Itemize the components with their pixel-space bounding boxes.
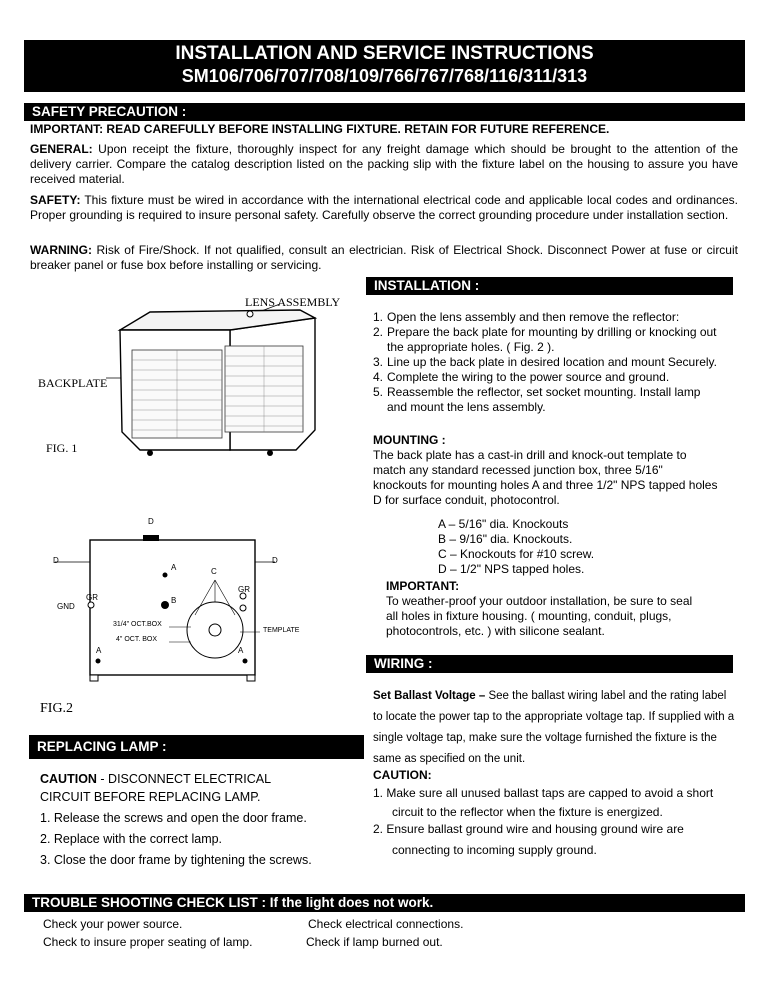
knockout-legend	[438, 517, 594, 577]
warning-paragraph	[30, 243, 738, 273]
troubleshooting-item: Check if lamp burned out.	[306, 935, 443, 949]
wiring-caution-heading: CAUTION:	[373, 768, 432, 782]
wiring-caution-line: circuit to the reflector when the fixture is energized.	[392, 805, 663, 819]
general-paragraph	[30, 142, 738, 187]
label-gr-left: GR	[86, 593, 98, 602]
replacing-step: 2. Replace with the correct lamp.	[40, 832, 223, 846]
installation-step: 5. Reassemble the reflector, set socket mounting. Install lamp and mount the lens assembly.	[373, 385, 701, 414]
safety-text: This fixture must be wired in accordance with the international electrical code and applicable local codes and ordinances. Proper grounding is required to insure personal safety. Carefully observe the correct grounding procedure under installation section.	[30, 193, 739, 222]
wiring-caution-line: 1. Make sure all unused ballast taps are capped to avoid a short	[373, 786, 714, 800]
wiring-caution-line: 2. Ensure ballast ground wire and housing ground wire are	[373, 822, 684, 836]
installation-heading: INSTALLATION :	[366, 277, 733, 295]
mounting-text: The back plate has a cast-in drill and knock-out template to match any standard recessed junction box, three 5/16" knockouts for mounting holes A and three 1/2" NPS tapped holes D for surface conduit, photocontrol.	[373, 448, 718, 507]
fig2-caption: FIG.2	[40, 701, 74, 716]
general-label: GENERAL:	[30, 142, 93, 156]
troubleshooting-item: Check to insure proper seating of lamp.	[43, 935, 253, 949]
lens-assembly-label: LENS ASSEMBLY	[245, 295, 341, 309]
knockout-item: C – Knockouts for #10 screw.	[438, 547, 595, 561]
general-text: Upon receipt the fixture, thoroughly inspect for any freight damage which should be brought to the attention of the delivery carrier. Compare the catalog description listed on the packing slip with the fixture label on the housing to assure you have received material.	[30, 142, 738, 186]
warning-text: Risk of Fire/Shock. If not qualified, consult an electrician. Risk of Electrical Shock. Disconnect Power at fuse or circuit breaker panel or fuse box before installing or servicing.	[30, 243, 738, 272]
knockout-item: A – 5/16" dia. Knockouts	[438, 517, 569, 531]
installation-step: 3. Line up the back plate in desired location and mount Securely.	[373, 355, 717, 369]
replacing-lamp-body	[40, 770, 360, 869]
troubleshooting-item: Check your power source.	[43, 917, 183, 931]
installation-step: 4. Complete the wiring to the power source and ground.	[373, 370, 670, 384]
label-c: C	[211, 567, 217, 576]
important-text: To weather-proof your outdoor installation, be sure to seal all holes in fixture housing. ( mounting, conduit, plugs, photocontrols, etc. ) with silicone sealant.	[386, 594, 693, 638]
label-gr-right: GR	[238, 585, 250, 594]
fig1-caption: FIG. 1	[46, 441, 78, 455]
label-d-right: D	[272, 556, 278, 565]
replacing-step: 3. Close the door frame by tightening the screws.	[40, 853, 312, 867]
knockout-item: B – 9/16" dia. Knockouts.	[438, 532, 573, 546]
label-a-bottom-left: A	[96, 646, 102, 655]
safety-label: SAFETY:	[30, 193, 81, 207]
troubleshooting-heading: TROUBLE SHOOTING CHECK LIST : If the light does not work.	[24, 894, 745, 912]
label-a-top: A	[171, 563, 177, 572]
installation-step: 2. Prepare the back plate for mounting by drilling or knocking out the appropriate holes. ( Fig. 2 ).	[373, 325, 717, 354]
wiring-caution-line: connecting to incoming supply ground.	[392, 843, 597, 857]
replacing-caution-label: CAUTION	[40, 772, 97, 786]
label-gnd: GND	[57, 602, 75, 611]
label-oct-box-2: 4" OCT. BOX	[116, 636, 157, 643]
document-title-bar	[24, 40, 745, 92]
replacing-caution-line: CAUTION - DISCONNECT ELECTRICAL	[40, 772, 272, 786]
label-template: TEMPLATE	[263, 627, 300, 634]
label-b: B	[171, 596, 177, 605]
replacing-caution-line: CIRCUIT BEFORE REPLACING LAMP.	[40, 790, 261, 804]
mounting-heading: MOUNTING :	[373, 433, 446, 447]
installation-step: 1. Open the lens assembly and then remove the reflector:	[373, 310, 680, 324]
label-d-left: D	[53, 556, 59, 565]
warning-label: WARNING:	[30, 243, 92, 257]
safety-paragraph	[30, 193, 738, 223]
label-oct-box-1: 31/4" OCT.BOX	[113, 621, 162, 628]
replacing-step: 1. Release the screws and open the door frame.	[40, 811, 307, 825]
safety-heading: SAFETY PRECAUTION :	[24, 103, 745, 121]
backplate-template-diagram	[55, 520, 330, 690]
document-title: INSTALLATION AND SERVICE INSTRUCTIONS	[175, 43, 594, 64]
ballast-paragraph	[373, 686, 738, 770]
knockout-item: D – 1/2" NPS tapped holes.	[438, 562, 585, 576]
important-notice: IMPORTANT: READ CAREFULLY BEFORE INSTALLING FIXTURE. RETAIN FOR FUTURE REFERENCE.	[30, 122, 610, 136]
backplate-label: BACKPLATE	[38, 376, 108, 390]
label-a-bottom-right: A	[238, 646, 244, 655]
ballast-text: See the ballast wiring label and the rating label to locate the power tap to the appropriate voltage tap. If supplied with a single voltage tap, make sure the voltage furnished the fixture is the same as specified on the unit.	[373, 690, 735, 765]
installation-steps	[373, 310, 723, 415]
important-heading: IMPORTANT:	[386, 579, 460, 593]
model-numbers: SM106/706/707/708/109/766/767/768/116/311/313	[181, 66, 588, 86]
troubleshooting-item: Check electrical connections.	[308, 917, 464, 931]
ballast-label: Set Ballast Voltage –	[373, 690, 486, 702]
wiring-heading: WIRING :	[366, 655, 733, 673]
label-d-top: D	[148, 517, 154, 526]
fixture-illustration	[100, 290, 350, 465]
replacing-lamp-heading: REPLACING LAMP :	[29, 735, 364, 759]
